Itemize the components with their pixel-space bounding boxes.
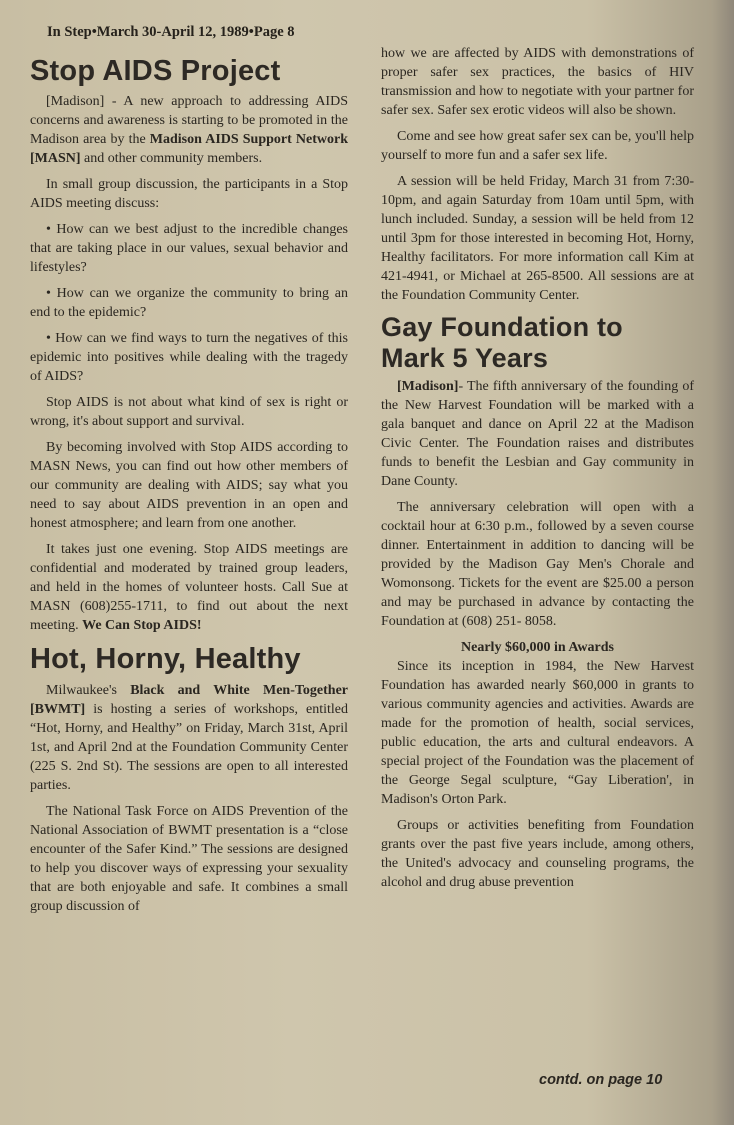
- stop-aids-paragraph-1: [Madison] - A new approach to addressing AIDS concerns and awareness is starting to be promoted in the Madison area by the Madison AIDS Support Network [MASN] and other community members.: [30, 94, 348, 166]
- discussion-bullet: • How can we find ways to turn the negatives of this epidemic into positives while dealing with the tragedy of AIDS?: [30, 331, 348, 384]
- gay-foundation-paragraph-1: [Madison]- The fifth anniversary of the founding of the New Harvest Foundation will be marked with a gala banquet and dance on April 22 at the Madison Civic Center. The Foundation raises and distributes funds to benefit the Lesbian and Gay community in Dane County.: [381, 379, 694, 489]
- stop-aids-paragraph-3: Stop AIDS is not about what kind of sex is right or wrong, it's about support and survival.: [30, 395, 348, 429]
- hot-horny-healthy-headline: Hot, Horny, Healthy: [30, 643, 301, 675]
- stop-aids-paragraph-2: In small group discussion, the participants in a Stop AIDS meeting discuss:: [30, 177, 348, 211]
- stop-aids-dateline: [Madison]: [46, 94, 105, 109]
- stop-aids-paragraph-4: By becoming involved with Stop AIDS according to MASN News, you can find out how other members of our community are dealing with AIDS; say what you need to say about AIDS prevention in an open and honest atmosphere; and learn from one another.: [30, 440, 348, 531]
- bwmt-name: Black and White Men-Together [BWMT]: [30, 683, 348, 717]
- hot-horny-paragraph-5: A session will be held Friday, March 31 from 7:30-10pm, and again Saturday from 10am until 5pm, with lunch included. Sunday, a session will be held from 12 until 3pm for those interested in becoming Hot, Horny, Healthy facilitators. For more information call Kim at 421-4941, or Michael at 265-8500. All sessions are at the Foundation Community Center.: [381, 174, 694, 303]
- discussion-bullet: • How can we organize the community to bring an end to the epidemic?: [30, 286, 348, 320]
- awards-subhead: Nearly $60,000 in Awards: [461, 640, 614, 655]
- stop-aids-paragraph-5: It takes just one evening. Stop AIDS meetings are confidential and moderated by trained group leaders, and held in the homes of volunteer hosts. Call Sue at MASN (608)255-1711, to find out about the next meeting. We Can Stop AIDS!: [30, 542, 348, 633]
- masn-name: Madison AIDS Support Network [MASN]: [30, 132, 348, 166]
- gay-foundation-headline: Gay Foundation to Mark 5 Years: [381, 312, 623, 373]
- stop-aids-headline: Stop AIDS Project: [30, 55, 281, 87]
- hot-horny-paragraph-1: Milwaukee's Black and White Men-Together [BWMT] is hosting a series of workshops, entitled “Hot, Horny, and Healthy” on Friday, March 31st, April 1st, and April 2nd at the Foundation Community Center (225 S. 2nd St). The sessions are open to all interested parties.: [30, 683, 348, 793]
- gay-foundation-paragraph-2: The anniversary celebration will open with a cocktail hour at 6:30 p.m., followed by a seven course dinner. Entertainment in addition to dancing will be provided by the Madison Gay Men's Chorale and Womonsong. Tickets for the event are $25.00 a person and may be purchased in advance by contacting the Foundation at (608) 251- 8058.: [381, 500, 694, 629]
- continued-notice: contd. on page 10: [539, 1072, 663, 1088]
- hot-horny-paragraph-2: The National Task Force on AIDS Prevention of the National Association of BWMT presentation is a “close encounter of the Safer Kind.” The sessions are designed to help you discover ways of expressing your sexuality that are both enjoyable and safe. It combines a small group discussion of: [30, 804, 348, 914]
- hot-horny-paragraph-4: Come and see how great safer sex can be, you'll help yourself to more fun and a safer sex life.: [381, 129, 694, 163]
- gay-foundation-paragraph-4: Groups or activities benefiting from Foundation grants over the past five years include, among others, the United's advocacy and counseling programs, the alcohol and drug abuse prevention: [381, 818, 694, 890]
- stop-aids-slogan: We Can Stop AIDS!: [82, 618, 202, 633]
- hot-horny-paragraph-3: how we are affected by AIDS with demonstrations of proper safer sex practices, the basics of HIV transmission and how to negotiate with your partner for safer sex. Safer sex erotic videos will also be shown.: [381, 46, 694, 118]
- right-column: [381, 44, 694, 899]
- left-column: [30, 42, 348, 923]
- discussion-bullet: • How can we best adjust to the incredible changes that are taking place in our values, sexual behavior and lifestyles?: [30, 222, 348, 275]
- page-header: In Step•March 30-April 12, 1989•Page 8: [47, 24, 295, 40]
- gay-foundation-paragraph-3: Since its inception in 1984, the New Harvest Foundation has awarded nearly $60,000 in grants to various community agencies and activities. Awards are made for the promotion of health, social services, public education, the arts and cultural endeavors. A special project of the Foundation was the placement of the George Segal sculpture, “Gay Liberation', in Madison's Orton Park.: [381, 659, 694, 807]
- gay-foundation-dateline: [Madison]: [397, 379, 459, 394]
